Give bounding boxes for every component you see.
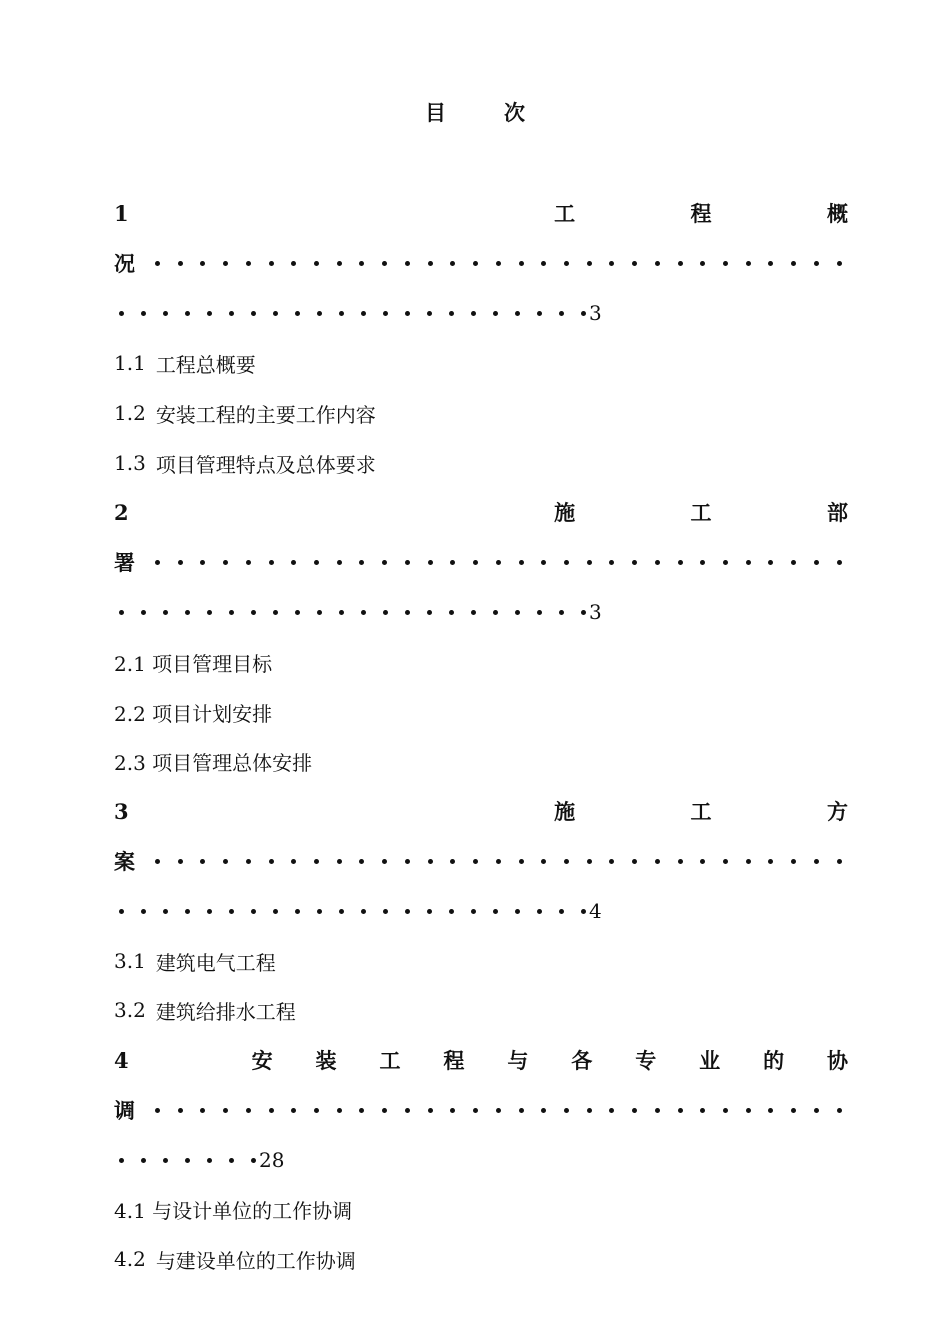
toc-entry-char: 协 [827, 1048, 848, 1073]
leader-dot [449, 311, 454, 316]
toc-entry-char: 调 [114, 1098, 135, 1123]
leader-dot [155, 859, 160, 864]
leader-dot [251, 909, 256, 914]
leader-dot [314, 261, 319, 266]
leader-dot [246, 261, 251, 266]
toc-sub-number: 3.1 [114, 949, 146, 973]
leader-dot [269, 1108, 274, 1113]
leader-dots [155, 261, 842, 266]
toc-entry-char: 署 [114, 550, 135, 575]
leader-dot [141, 610, 146, 615]
leader-dot [295, 311, 300, 316]
leader-dot [768, 859, 773, 864]
leader-dot [559, 311, 564, 316]
leader-dot [229, 610, 234, 615]
toc-entry-char: 程 [690, 201, 712, 226]
toc-sub-entry[interactable] [114, 1239, 848, 1279]
toc-sub-number: 1.2 [114, 401, 146, 425]
toc-sub-number: 1.1 [114, 351, 146, 375]
leader-dot [723, 261, 728, 266]
leader-dot [405, 261, 410, 266]
leader-dot [768, 261, 773, 266]
toc-sub-label: 2.1 项目管理目标 [114, 651, 273, 676]
leader-dot [791, 560, 796, 565]
toc-entry-1-line-1 [114, 193, 848, 233]
leader-dots [155, 1108, 842, 1113]
toc-entry-char: 安 [251, 1048, 273, 1073]
leader-dot [581, 610, 586, 615]
leader-dot [587, 859, 592, 864]
leader-dot [427, 311, 432, 316]
leader-dot [359, 859, 364, 864]
leader-dot [609, 261, 614, 266]
leader-dot [229, 1158, 234, 1163]
leader-dot [609, 859, 614, 864]
leader-dot [361, 311, 366, 316]
leader-dot [295, 610, 300, 615]
toc-sub-number: 4.2 [114, 1247, 146, 1271]
toc-entry-char: 施 [554, 799, 576, 824]
leader-dot [837, 1108, 842, 1113]
leader-dots [155, 560, 842, 565]
leader-dot [141, 909, 146, 914]
leader-dot [185, 610, 190, 615]
toc-entry-char: 装 [315, 1048, 337, 1073]
toc-sub-label: 安装工程的主要工作内容 [155, 402, 376, 427]
leader-dot [405, 311, 410, 316]
leader-dot [291, 1108, 296, 1113]
leader-dot [141, 1158, 146, 1163]
leader-dot [496, 261, 501, 266]
leader-dot [229, 311, 234, 316]
leader-dot [405, 1108, 410, 1113]
leader-dot [269, 261, 274, 266]
leader-dot [314, 560, 319, 565]
leader-dot [559, 610, 564, 615]
toc-entry-1-line-2 [114, 243, 848, 283]
leader-dot [449, 909, 454, 914]
toc-page-number: 3 [589, 600, 602, 624]
leader-dot [814, 261, 819, 266]
toc-entry-3-line-3 [114, 891, 848, 931]
toc-entry-char: 与 [507, 1048, 529, 1073]
leader-dot [207, 311, 212, 316]
leader-dots [155, 859, 842, 864]
leader-dot [185, 311, 190, 316]
leader-dot [471, 909, 476, 914]
toc-entry-number: 2 [114, 499, 129, 525]
leader-dot [678, 859, 683, 864]
leader-dot [837, 560, 842, 565]
leader-dot [382, 560, 387, 565]
leader-dot [449, 610, 454, 615]
leader-dot [405, 610, 410, 615]
leader-dot [632, 560, 637, 565]
leader-dot [405, 859, 410, 864]
leader-dot [515, 909, 520, 914]
leader-dot [223, 1108, 228, 1113]
leader-dot [163, 1158, 168, 1163]
leader-dot [223, 859, 228, 864]
leader-dot [163, 311, 168, 316]
toc-entry-number: 1 [114, 200, 129, 226]
leader-dot [273, 610, 278, 615]
toc-title-char-2: 次 [504, 100, 525, 125]
leader-dot [317, 909, 322, 914]
leader-dot [471, 311, 476, 316]
leader-dot [178, 261, 183, 266]
toc-entry-char: 方 [826, 799, 848, 824]
leader-dot [655, 1108, 660, 1113]
leader-dot [246, 1108, 251, 1113]
leader-dot [178, 859, 183, 864]
leader-dot [496, 560, 501, 565]
leader-dot [515, 610, 520, 615]
leader-dot [723, 1108, 728, 1113]
leader-dot [655, 859, 660, 864]
leader-dot [493, 311, 498, 316]
leader-dot [655, 261, 660, 266]
toc-sub-label: 与建设单位的工作协调 [155, 1248, 356, 1273]
leader-dot [473, 261, 478, 266]
leader-dot [383, 311, 388, 316]
leader-dot [746, 1108, 751, 1113]
leader-dot [119, 909, 124, 914]
leader-dot [359, 560, 364, 565]
leader-dot [746, 859, 751, 864]
toc-entry-char: 专 [635, 1048, 657, 1073]
leader-dot [700, 859, 705, 864]
leader-dot [339, 909, 344, 914]
leader-dot [200, 560, 205, 565]
leader-dot [768, 560, 773, 565]
leader-dot [541, 261, 546, 266]
leader-dot [246, 859, 251, 864]
leader-dot [295, 909, 300, 914]
leader-dot [273, 311, 278, 316]
leader-dot [269, 560, 274, 565]
leader-dot [339, 610, 344, 615]
leader-dot [655, 560, 660, 565]
toc-page-number: 28 [259, 1148, 285, 1172]
leader-dot [791, 1108, 796, 1113]
leader-dot [837, 859, 842, 864]
leader-dots [114, 311, 595, 316]
leader-dots [114, 1158, 265, 1163]
toc-sub-number: 1.3 [114, 451, 146, 475]
leader-dot [337, 261, 342, 266]
leader-dot [541, 560, 546, 565]
toc-sub-label: 项目管理特点及总体要求 [155, 452, 376, 477]
leader-dot [678, 1108, 683, 1113]
toc-entry-char: 部 [826, 500, 848, 525]
leader-dot [269, 859, 274, 864]
leader-dot [768, 1108, 773, 1113]
leader-dot [383, 610, 388, 615]
leader-dot [314, 859, 319, 864]
leader-dot [791, 261, 796, 266]
leader-dot [229, 909, 234, 914]
leader-dot [471, 610, 476, 615]
leader-dots [114, 610, 595, 615]
toc-entry-char: 程 [443, 1048, 465, 1073]
toc-sub-label: 4.1 与设计单位的工作协调 [114, 1198, 353, 1223]
leader-dot [564, 560, 569, 565]
leader-dot [163, 909, 168, 914]
leader-dot [496, 859, 501, 864]
toc-title [0, 97, 950, 133]
leader-dot [519, 560, 524, 565]
leader-dot [405, 560, 410, 565]
toc-sub-entry[interactable] [114, 443, 848, 483]
leader-dot [537, 610, 542, 615]
leader-dot [814, 859, 819, 864]
leader-dot [814, 1108, 819, 1113]
leader-dot [246, 560, 251, 565]
toc-entry-char: 施 [554, 500, 576, 525]
toc-sub-label: 2.3 项目管理总体安排 [114, 750, 313, 775]
leader-dot [428, 859, 433, 864]
leader-dot [337, 1108, 342, 1113]
leader-dot [678, 261, 683, 266]
toc-sub-entry[interactable] [114, 642, 848, 682]
leader-dot [581, 311, 586, 316]
leader-dot [251, 610, 256, 615]
leader-dot [251, 311, 256, 316]
toc-title-char-1: 目 [425, 100, 446, 125]
leader-dot [746, 261, 751, 266]
toc-entry-2-line-3 [114, 592, 848, 632]
leader-dot [564, 261, 569, 266]
leader-dot [515, 311, 520, 316]
leader-dot [207, 610, 212, 615]
leader-dot [632, 261, 637, 266]
leader-dot [337, 560, 342, 565]
leader-dot [155, 560, 160, 565]
leader-dot [200, 261, 205, 266]
toc-entry-char: 工 [690, 799, 712, 824]
leader-dot [382, 1108, 387, 1113]
leader-dot [493, 909, 498, 914]
leader-dot [450, 560, 455, 565]
leader-dot [207, 1158, 212, 1163]
leader-dot [473, 859, 478, 864]
leader-dot [496, 1108, 501, 1113]
leader-dot [700, 1108, 705, 1113]
leader-dot [155, 1108, 160, 1113]
toc-sub-entry[interactable] [114, 1189, 848, 1229]
leader-dot [450, 1108, 455, 1113]
leader-dot [564, 859, 569, 864]
leader-dot [541, 1108, 546, 1113]
toc-sub-label: 建筑给排水工程 [155, 999, 296, 1024]
leader-dot [493, 610, 498, 615]
toc-sub-entry[interactable] [114, 692, 848, 732]
toc-entry-4-line-2 [114, 1090, 848, 1130]
toc-sub-entry[interactable] [114, 343, 848, 383]
leader-dot [361, 610, 366, 615]
leader-dot [587, 560, 592, 565]
leader-dots [114, 909, 595, 914]
leader-dot [163, 610, 168, 615]
toc-entry-char: 况 [114, 251, 135, 276]
leader-dot [405, 909, 410, 914]
leader-dot [185, 1158, 190, 1163]
leader-dot [427, 610, 432, 615]
leader-dot [537, 311, 542, 316]
toc-entry-2-line-2 [114, 542, 848, 582]
leader-dot [119, 311, 124, 316]
leader-dot [814, 560, 819, 565]
toc-entry-char: 工 [554, 201, 576, 226]
leader-dot [791, 859, 796, 864]
leader-dot [609, 560, 614, 565]
toc-sub-number: 3.2 [114, 998, 146, 1022]
toc-sub-entry[interactable] [114, 741, 848, 781]
toc-entry-3-line-1 [114, 791, 848, 831]
toc-entry-2-line-1 [114, 492, 848, 532]
leader-dot [564, 1108, 569, 1113]
leader-dot [746, 560, 751, 565]
leader-dot [291, 261, 296, 266]
leader-dot [541, 859, 546, 864]
toc-sub-entry[interactable] [114, 393, 848, 433]
toc-sub-entry[interactable] [114, 990, 848, 1030]
toc-entry-4-line-3 [114, 1140, 848, 1180]
leader-dot [317, 610, 322, 615]
leader-dot [473, 1108, 478, 1113]
leader-dot [537, 909, 542, 914]
leader-dot [519, 261, 524, 266]
leader-dot [587, 1108, 592, 1113]
leader-dot [178, 560, 183, 565]
toc-page-number: 4 [589, 899, 602, 923]
toc-page-number: 3 [589, 301, 602, 325]
toc-entry-char: 业 [699, 1048, 721, 1073]
leader-dot [119, 610, 124, 615]
leader-dot [632, 1108, 637, 1113]
toc-entry-1-line-3 [114, 293, 848, 333]
leader-dot [155, 261, 160, 266]
toc-entry-char: 工 [690, 500, 712, 525]
leader-dot [291, 560, 296, 565]
toc-entry-char: 的 [763, 1048, 785, 1073]
leader-dot [837, 261, 842, 266]
leader-dot [428, 560, 433, 565]
leader-dot [559, 909, 564, 914]
leader-dot [339, 311, 344, 316]
leader-dot [223, 560, 228, 565]
leader-dot [450, 261, 455, 266]
leader-dot [317, 311, 322, 316]
leader-dot [200, 859, 205, 864]
leader-dot [383, 909, 388, 914]
toc-entry-char: 概 [826, 201, 848, 226]
leader-dot [359, 261, 364, 266]
leader-dot [314, 1108, 319, 1113]
leader-dot [382, 261, 387, 266]
leader-dot [519, 859, 524, 864]
leader-dot [428, 261, 433, 266]
leader-dot [291, 859, 296, 864]
toc-entry-4-line-1 [114, 1040, 848, 1080]
toc-entry-number: 4 [114, 1047, 129, 1073]
leader-dot [678, 560, 683, 565]
leader-dot [178, 1108, 183, 1113]
leader-dot [337, 859, 342, 864]
leader-dot [519, 1108, 524, 1113]
leader-dot [361, 909, 366, 914]
leader-dot [223, 261, 228, 266]
leader-dot [632, 859, 637, 864]
leader-dot [450, 859, 455, 864]
toc-entry-char: 工 [379, 1048, 401, 1073]
toc-entry-char: 各 [571, 1048, 593, 1073]
leader-dot [427, 909, 432, 914]
toc-entry-char: 案 [114, 849, 135, 874]
leader-dot [382, 859, 387, 864]
toc-entry-3-line-2 [114, 841, 848, 881]
leader-dot [723, 859, 728, 864]
leader-dot [185, 909, 190, 914]
leader-dot [141, 311, 146, 316]
leader-dot [609, 1108, 614, 1113]
leader-dot [700, 261, 705, 266]
leader-dot [273, 909, 278, 914]
leader-dot [473, 560, 478, 565]
toc-entry-number: 3 [114, 798, 129, 824]
leader-dot [119, 1158, 124, 1163]
leader-dot [428, 1108, 433, 1113]
leader-dot [207, 909, 212, 914]
leader-dot [723, 560, 728, 565]
leader-dot [251, 1158, 256, 1163]
leader-dot [587, 261, 592, 266]
toc-sub-label: 2.2 项目计划安排 [114, 701, 273, 726]
leader-dot [359, 1108, 364, 1113]
leader-dot [200, 1108, 205, 1113]
toc-sub-label: 建筑电气工程 [155, 950, 276, 975]
leader-dot [700, 560, 705, 565]
toc-sub-label: 工程总概要 [155, 352, 256, 377]
toc-sub-entry[interactable] [114, 941, 848, 981]
leader-dot [581, 909, 586, 914]
